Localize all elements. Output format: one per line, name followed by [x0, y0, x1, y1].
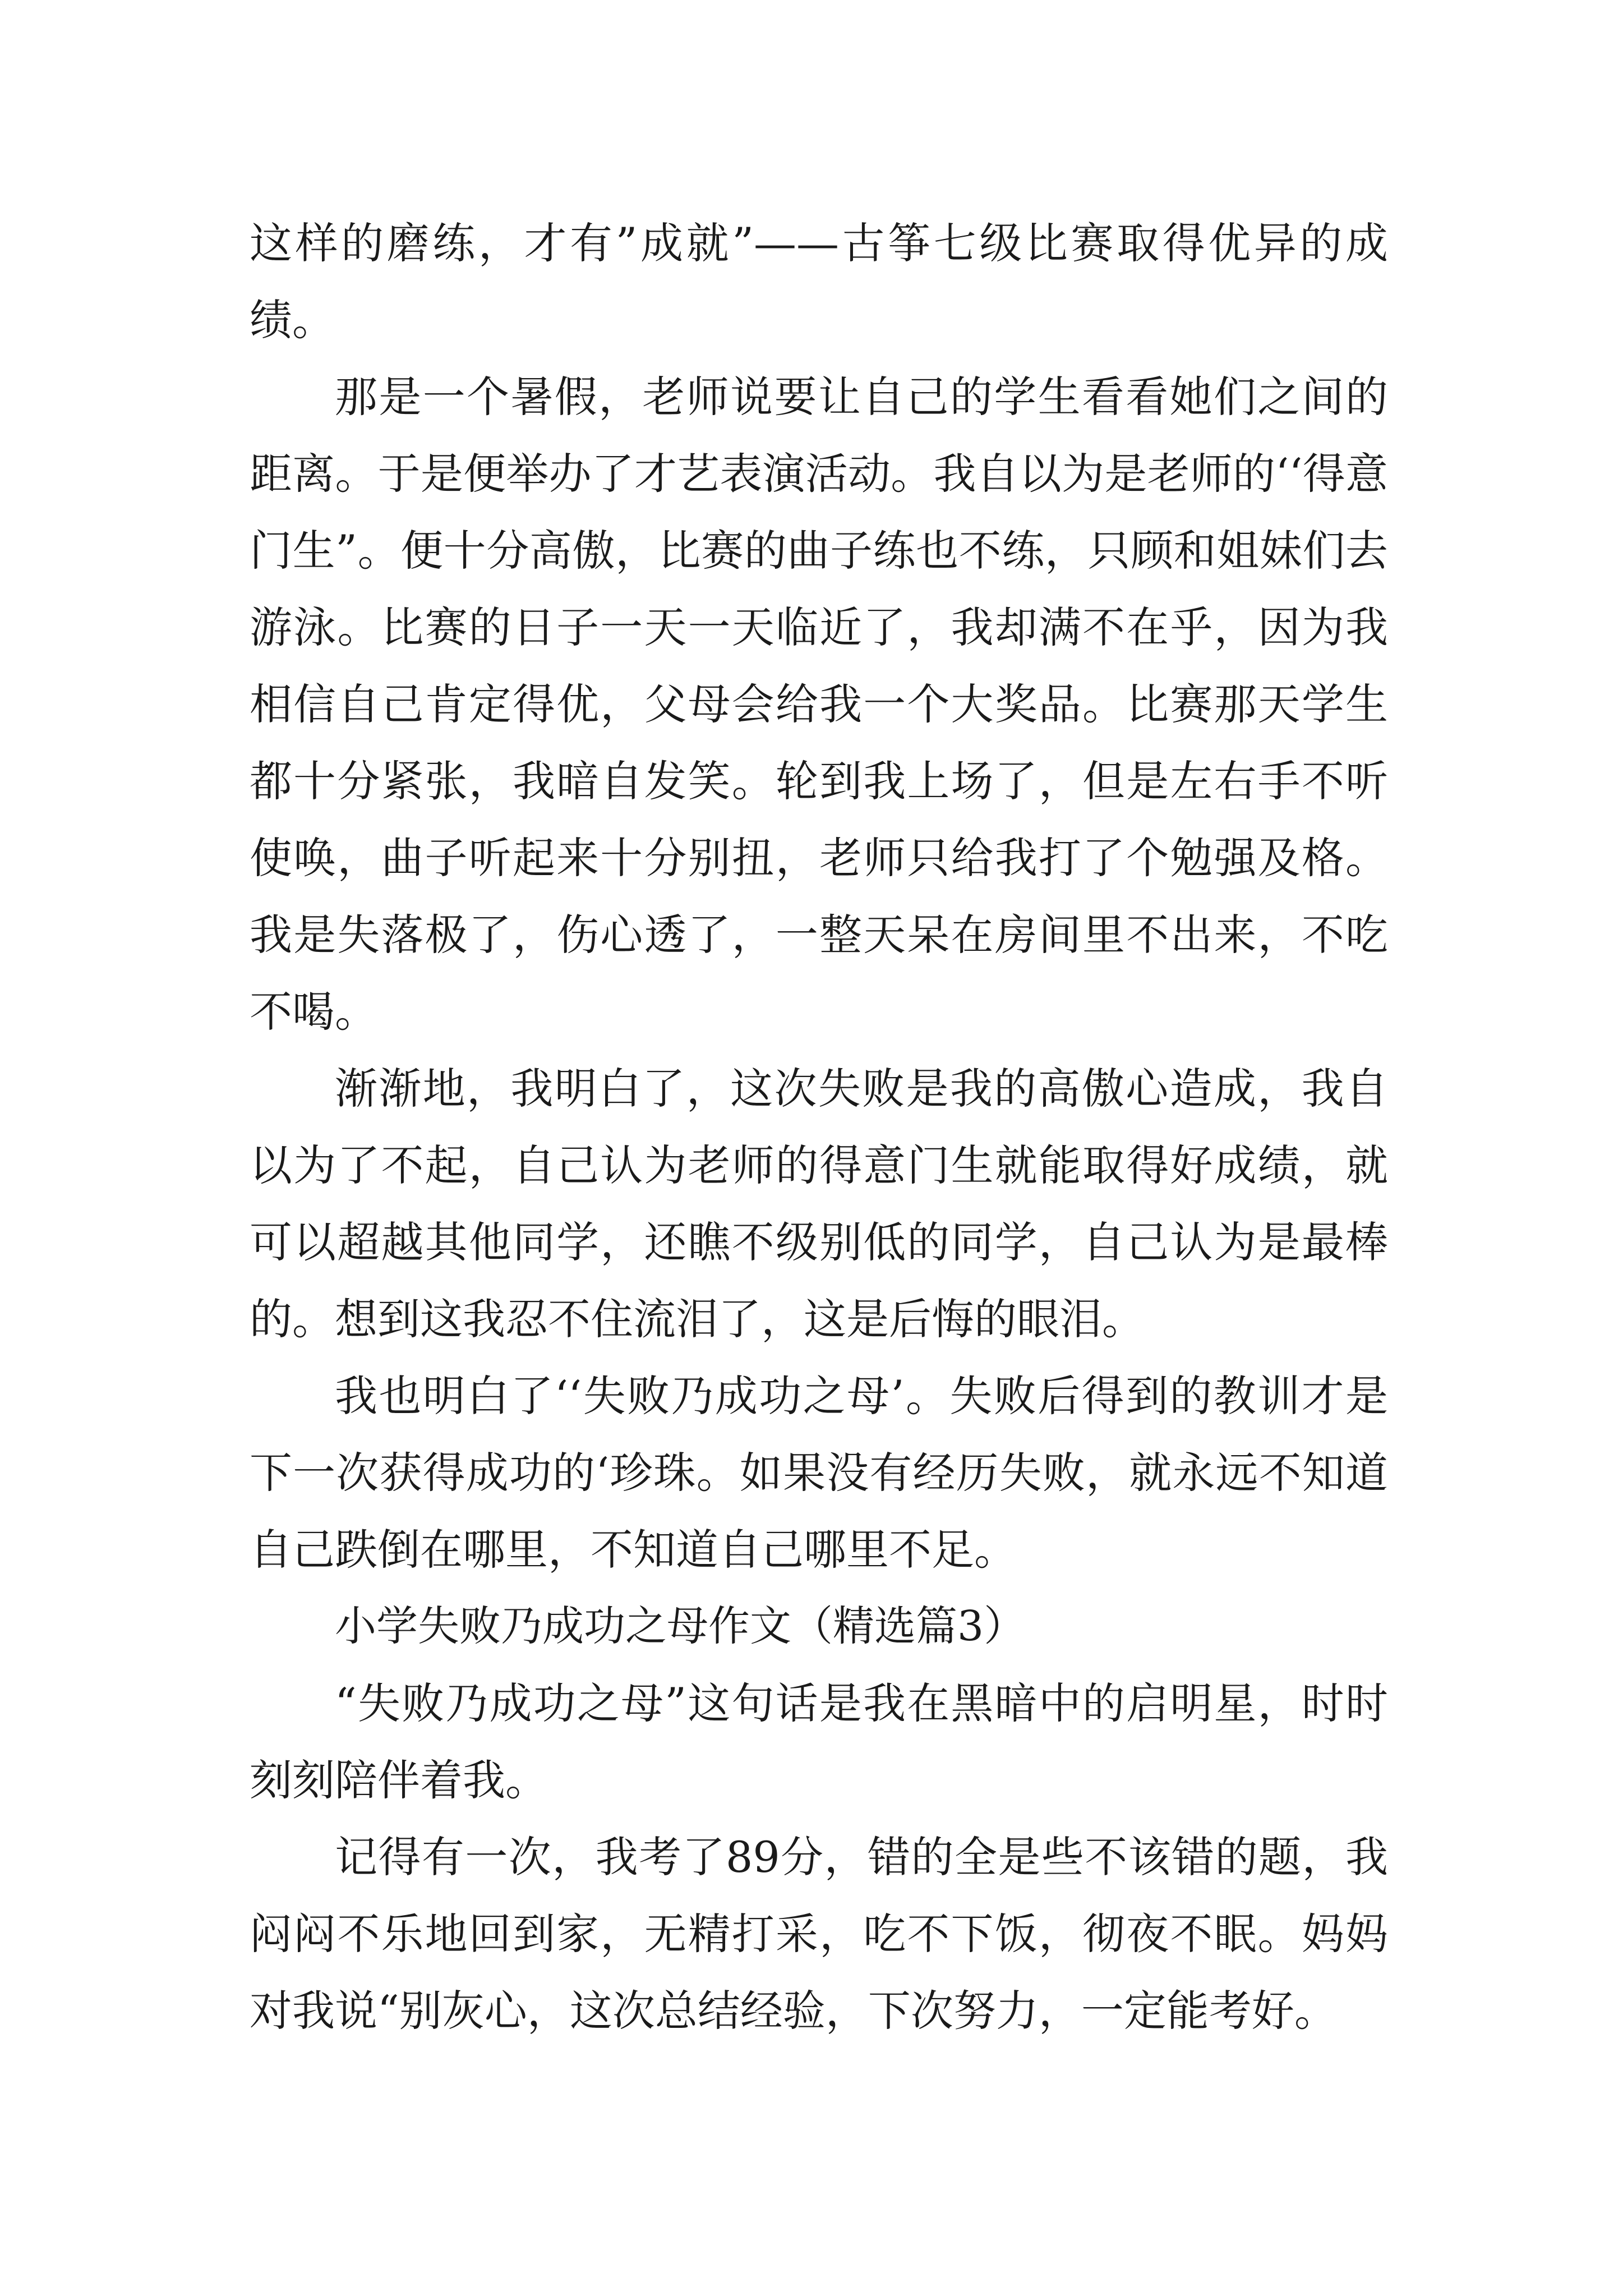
paragraph-summer-competition: 那是一个暑假，老师说要让自己的学生看看她们之间的距离。于是便举办了才艺表演活动。我自以为是老师的‘‘得意门生”。便十分高傲，比赛的曲子练也不练，只顾和姐妹们去游泳。比赛的日子一天一天临近了，我却满不在乎，因为我相信自己肯定得优，父母会给我一个大奖品。比赛那天学生都十分紧张，我暗自发笑。轮到我上场了，但是左右手不听使唤，曲子听起来十分别扭，老师只给我打了个勉强及格。我是失落极了，伤心透了，一整天呆在房间里不出来，不吃不喝。 — [250, 372, 1388, 1037]
paragraph-exam-memory: 记得有一次，我考了89分，错的全是些不该错的题，我闷闷不乐地回到家，无精打采，吃不下饭，彻夜不眠。妈妈对我说“别灰心，这次总结经验，下次努力，一定能考好。 — [250, 1832, 1388, 2036]
section-heading: 小学失败乃成功之母作文（精选篇3） — [335, 1602, 1026, 1650]
paragraph-realization: 渐渐地，我明白了，这次失败是我的高傲心造成，我自以为了不起，自己认为老师的得意门生就能取得好成绩，就可以超越其他同学，还瞧不级别低的同学，自己认为是最棒的。想到这我忍不住流泪了，这是后悔的眼泪。 — [250, 1064, 1388, 1344]
paragraph-continued: 这样的磨练，才有”成就”——古筝七级比赛取得优异的成绩。 — [250, 218, 1388, 345]
paragraph-guiding-star: “失败乃成功之母”这句话是我在黑暗中的启明星，时时刻刻陪伴着我。 — [250, 1678, 1388, 1805]
paragraph-lesson: 我也明白了‘‘失败乃成功之母’。失败后得到的教训才是下一次获得成功的‘珍珠。如果没有经历失败，就永远不知道自己跌倒在哪里，不知道自己哪里不足。 — [250, 1371, 1388, 1575]
document-body — [250, 205, 1388, 2049]
